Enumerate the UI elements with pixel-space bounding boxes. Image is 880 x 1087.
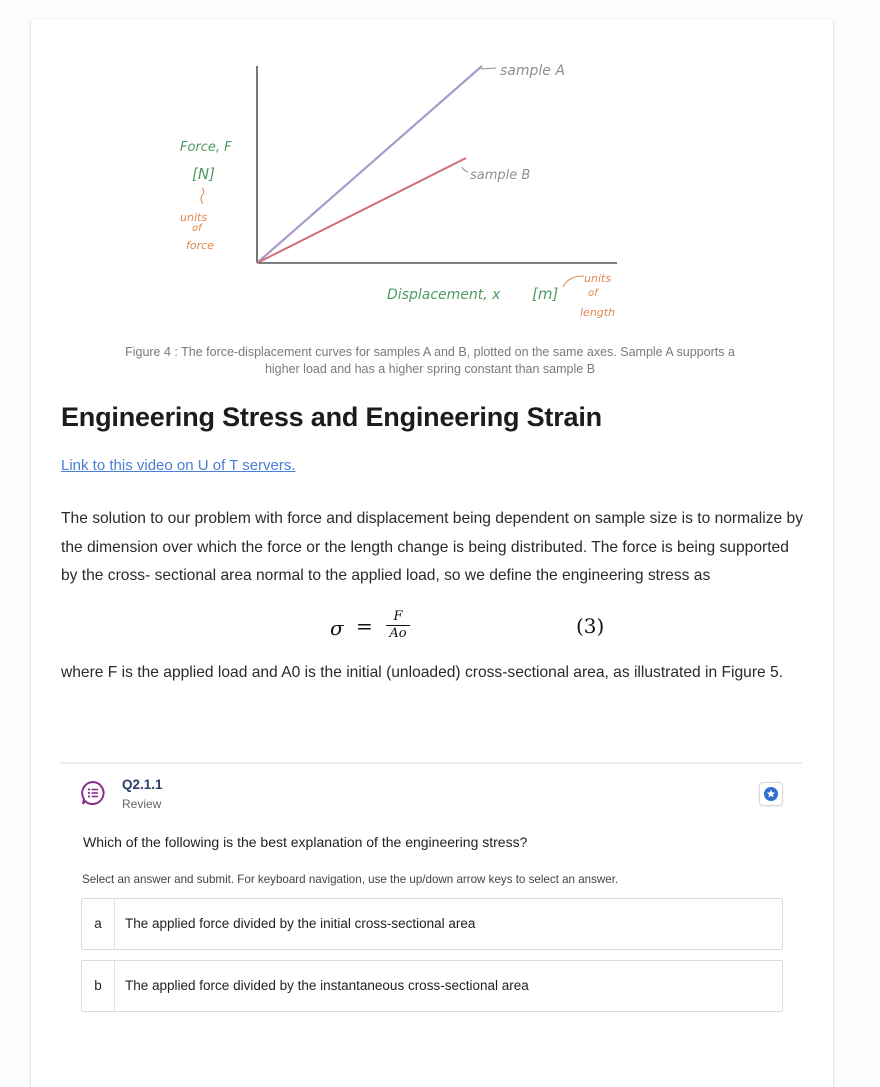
y-units-note-1: units (180, 211, 208, 224)
x-units-note-2: of (588, 288, 598, 299)
answer-option-a[interactable] (81, 898, 783, 950)
y-axis-unit: [N] (192, 165, 215, 183)
y-units-note-3: force (186, 239, 214, 252)
quiz-instructions: Select an answer and submit. For keyboard navigation, use the up/down arrow keys to select an answer. (82, 873, 619, 886)
equation-denominator: Ao (389, 626, 407, 641)
x-axis-title: Displacement, x (387, 287, 501, 303)
question-text: Which of the following is the best explanation of the engineering stress? (83, 834, 528, 850)
figure-caption: Figure 4 : The force-displacement curves for samples A and B, plotted on the same axes. Sample A supports a higher load and has a higher spring constant than sample B (125, 345, 735, 376)
sample-b-label: sample B (470, 168, 531, 183)
video-link[interactable]: Link to this video on U of T servers. (61, 457, 296, 474)
equation-lhs: σ (330, 616, 344, 640)
question-list-icon (80, 780, 106, 806)
sample-a-line (257, 66, 482, 263)
x-units-arrow (563, 276, 584, 287)
star-badge-icon (763, 786, 779, 802)
equation-numerator: F (393, 609, 403, 624)
equation-number: (3) (576, 614, 605, 638)
y-axis-title: Force, F (180, 140, 232, 155)
sample-a-pointer (481, 68, 496, 69)
option-letter: a (82, 899, 115, 949)
section-heading: Engineering Stress and Engineering Strain (61, 402, 602, 432)
quiz-divider (61, 762, 802, 764)
body-paragraph: The solution to our problem with force and displacement being dependent on sample size is to normalize by the dimension over which the force or the length change is being distributed. The force is being supported by the cross- sectional area normal to the applied load, so we define the engineering stress as (61, 510, 803, 584)
bookmark-button[interactable] (759, 782, 783, 806)
y-units-note-2: of (192, 223, 202, 234)
question-status: Review (122, 797, 162, 811)
equation-fraction (386, 610, 410, 641)
stress-equation (330, 608, 630, 648)
option-text: The applied force divided by the instantaneous cross-sectional area (125, 978, 529, 993)
x-units-note-1: units (584, 272, 612, 285)
force-displacement-figure (170, 54, 640, 329)
option-text: The applied force divided by the initial cross-sectional area (125, 916, 476, 931)
sample-b-line (257, 158, 466, 263)
answer-option-b[interactable] (81, 960, 783, 1012)
question-id: Q2.1.1 (122, 777, 163, 792)
option-letter: b (82, 961, 115, 1011)
sample-b-pointer (462, 167, 468, 172)
x-units-note-3: length (580, 306, 616, 319)
equation-explanation: where F is the applied load and A0 is the initial (unloaded) cross-sectional area, as illustrated in Figure 5. (61, 664, 784, 681)
sample-a-label: sample A (500, 63, 565, 79)
equation-equals: = (356, 614, 373, 638)
y-units-arrow (201, 188, 204, 204)
x-axis-unit: [m] (532, 285, 559, 303)
